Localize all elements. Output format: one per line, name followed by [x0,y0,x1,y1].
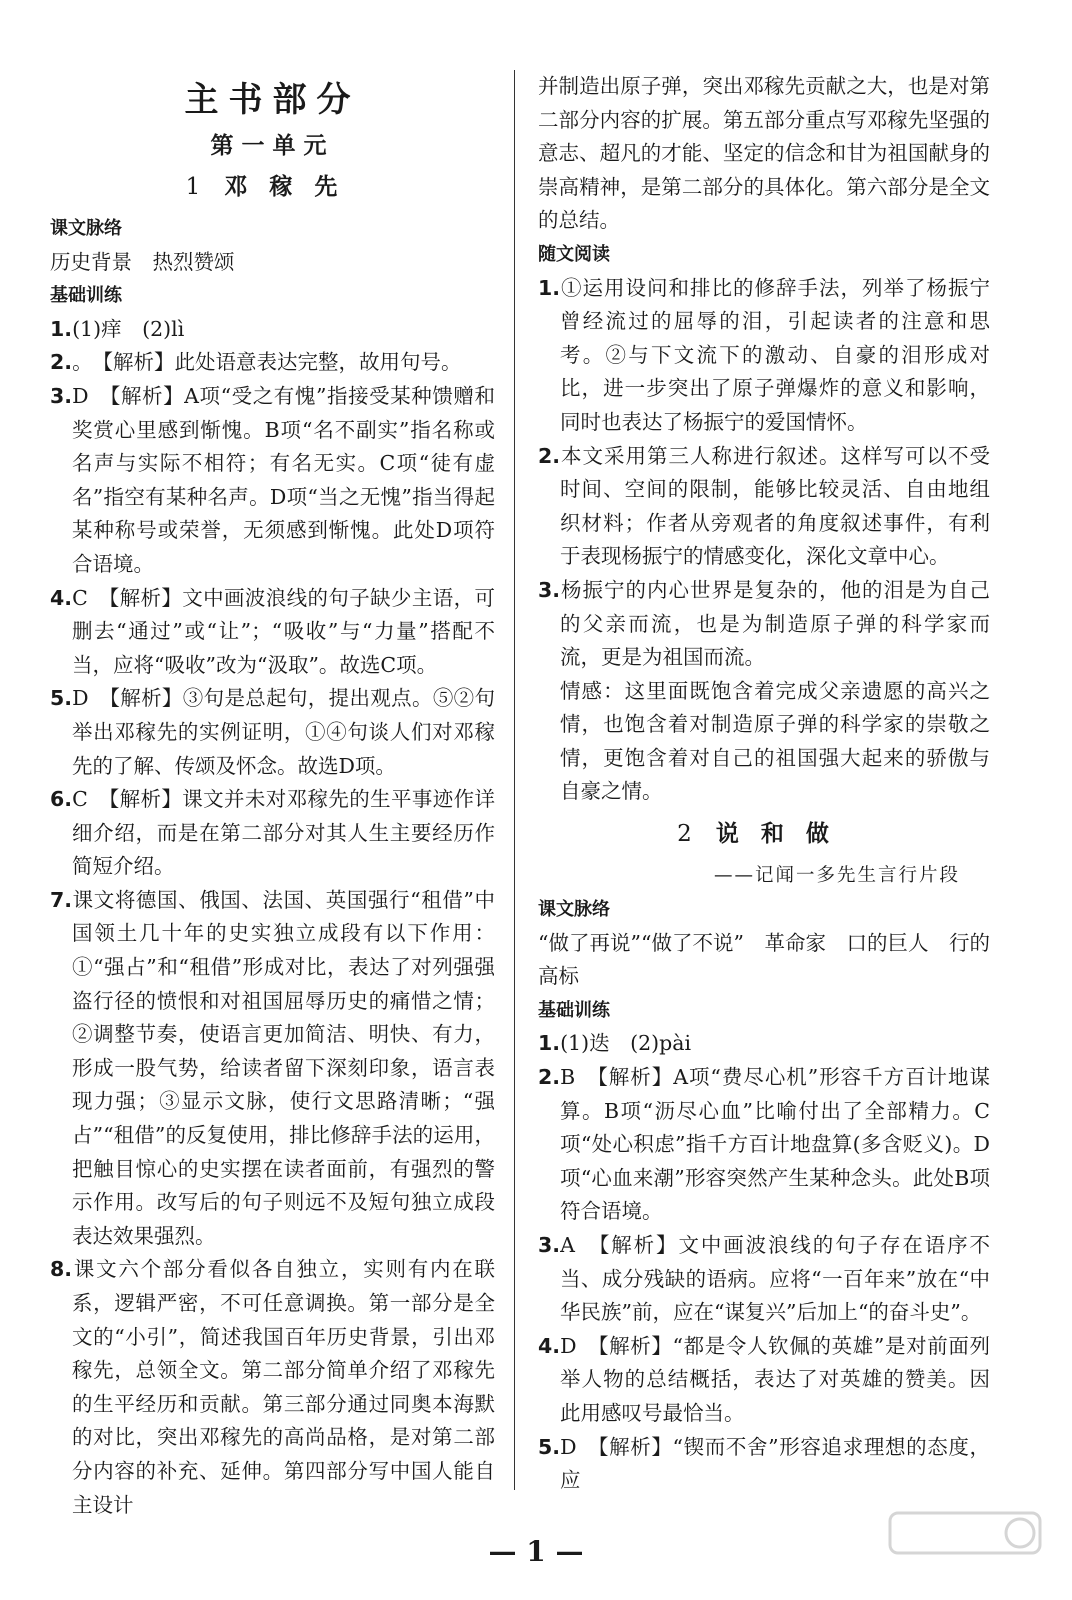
answer-text: D 【解析】③句是总起句，提出观点。⑤②句举出邓稼先的实例证明，①④句谈人们对邓稼先的了解、传颂及怀念。故选D项。 [72,686,495,778]
answer-text: 。 【解析】此处语意表达完整，故用句号。 [72,350,462,375]
context-text: 历史背景 热烈赞颂 [50,249,235,274]
heading-context-2: 课文脉络 [538,899,610,921]
left-column [50,70,495,1522]
answer-text: D 【解析】“都是令人钦佩的英雄”是对前面列举人物的总结概括，表达了对英雄的赞美。因此用感叹号最恰当。 [560,1333,990,1425]
heading-reading: 随文阅读 [538,243,610,265]
answer-item [50,682,495,783]
unit-title: 第一单元 [210,132,335,159]
answer-text: 课文将德国、俄国、法国、英国强行“租借”中国领土几十年的史实独立成段有以下作用：①“强占”和“租借”形成对比，表达了对列强强盗行径的愤恨和对祖国屈辱历史的痛惜之情；②调整节奏，使语言更加简洁、明快、有力，形成一股气势，给读者留下深刻印象，语言表现力强；③显示文脉，使行文思路清晰；“强占”“租借”的反复使用，排比修辞手法的运用，把触目惊心的史实摆在读者面前，有强烈的警示作用。改写后的句子则远不及短句独立成段表达效果强烈。 [72,887,495,1248]
heading-context: 课文脉络 [50,218,122,239]
lesson-1-name: 邓稼先 [224,173,360,200]
heading-basic-training: 基础训练 [50,285,122,307]
answer-item [50,346,495,380]
answer-item [538,1061,990,1229]
answer-item [50,783,495,884]
watermark-logo [880,1505,1050,1585]
answer-number: 8. [50,1257,73,1282]
answer-number: 1. [538,275,561,300]
reading-answer-list [538,272,990,675]
section-title: 主书部分 [184,80,361,120]
answer-number: 3. [538,1233,561,1257]
lesson-2-subtitle: ——记闻一多先生言行片段 [713,865,960,887]
answer-text: D 【解析】A项“受之有愧”指接受某种馈赠和奖赏心里感到惭愧。B项“名不副实”指名称或名声与实际不相符；有名无实。C项“徒有虚名”指空有某种名声。D项“当之无愧”指当得起某种称号或荣誉，无须感到惭愧。此处D项符合语境。 [72,383,495,576]
continued-text: 并制造出原子弹，突出邓稼先贡献之大，也是对第二部分内容的扩展。第五部分重点写邓稼先坚强的意志、超凡的才能、坚定的信念和甘为祖国献身的崇高精神，是第二部分的具体化。第六部分是全文的总结。 [538,74,990,233]
answer-item [538,1431,990,1498]
answer-item [538,440,990,574]
answer-text: B 【解析】A项“费尽心机”形容千方百计地谋算。B项“沥尽心血”比喻付出了全部精力。C项“处心积虑”指千方百计地盘算(多含贬义)。D项“心血来潮”形容突然产生某种念头。此处B项符合语境。 [560,1065,990,1224]
answer-number: 4. [538,1333,561,1358]
answer-number: 7. [50,887,73,912]
answer-text: (1)痒 (2)lì [72,316,185,341]
answer-number: 2. [50,350,73,375]
answer-number: 1. [50,316,73,341]
answer-number: 6. [50,787,73,812]
answer-item [50,380,495,582]
left-answer-list [50,313,495,1522]
answer-number: 2. [538,1065,561,1090]
answer-number: 3. [538,577,561,602]
answer-item [50,313,495,347]
lesson-1-number: 1 [185,174,203,200]
answer-text: A 【解析】文中画波浪线的句子存在语序不当、成分残缺的语病。应将“一百年来”放在“中华民族”前，应在“谋复兴”后加上“的奋斗史”。 [560,1233,990,1325]
answer-item [50,884,495,1254]
answer-number: 5. [538,1434,561,1459]
answer-number: 3. [50,383,73,408]
answer-item [538,1027,990,1061]
page-number: — 1 — [488,1535,584,1568]
right-column [538,70,990,1498]
lesson-1-title [50,168,495,206]
answer-number: 1. [538,1031,561,1056]
answer-item [538,574,990,675]
answer-text: C 【解析】课文并未对邓稼先的生平事迹作详细介绍，而是在第二部分对其人生主要经历作简短介绍。 [72,787,495,879]
answer-text: 课文六个部分看似各自独立，实则有内在联系，逻辑严密，不可任意调换。第一部分是全文的“小引”，简述我国百年历史背景，引出邓稼先，总领全文。第二部分简单介绍了邓稼先的生平经历和贡献。第三部分通过同奥本海默的对比，突出邓稼先的高尚品格，是对第二部分内容的补充、延伸。第四部分写中国人能自主设计 [72,1257,495,1517]
answer-text: 杨振宁的内心世界是复杂的，他的泪是为自己的父亲而流，也是为制造原子弹的科学家而流，更是为祖国而流。 [560,577,990,670]
answer-text: (1)迭 (2)pài [560,1031,692,1056]
context-text-2: “做了再说”“做了不说” 革命家 口的巨人 行的高标 [538,930,990,989]
answer-item [538,272,990,440]
right-answer-list [538,1027,990,1497]
answer-number: 2. [538,443,561,468]
lesson-2-name: 说和做 [715,820,851,848]
lesson-2-number: 2 [677,821,694,848]
answer-item [538,1330,990,1431]
answer-item [538,1229,990,1330]
answer-text: D 【解析】“锲而不舍”形容追求理想的态度，应 [560,1434,990,1493]
answer-text: C 【解析】文中画波浪线的句子缺少主语，可删去“通过”或“让”；“吸收”与“力量”搭配不当，应将“吸收”改为“汲取”。故选C项。 [72,585,495,677]
answer-text: ①运用设问和排比的修辞手法，列举了杨振宁曾经流过的屈辱的泪，引起读者的注意和思考。②与下文流下的激动、自豪的泪形成对比，进一步突出了原子弹爆炸的意义和影响，同时也表达了杨振宁的爱国情怀。 [560,275,990,434]
answer-item [50,1253,495,1522]
emotion-text: 情感：这里面既饱含着完成父亲遗愿的高兴之情，也饱含着对制造原子弹的科学家的崇敬之情，更饱含着对自己的祖国强大起来的骄傲与自豪之情。 [560,678,990,804]
answer-text: 本文采用第三人称进行叙述。这样写可以不受时间、空间的限制，能够比较灵活、自由地组织材料；作者从旁观者的角度叙述事件，有利于表现杨振宁的情感变化，深化文章中心。 [560,443,990,569]
answer-number: 5. [50,686,73,711]
answer-item [50,582,495,683]
lesson-2-title [538,815,990,853]
answer-number: 4. [50,585,73,610]
heading-basic-training-2: 基础训练 [538,999,610,1021]
column-divider [514,70,515,1490]
